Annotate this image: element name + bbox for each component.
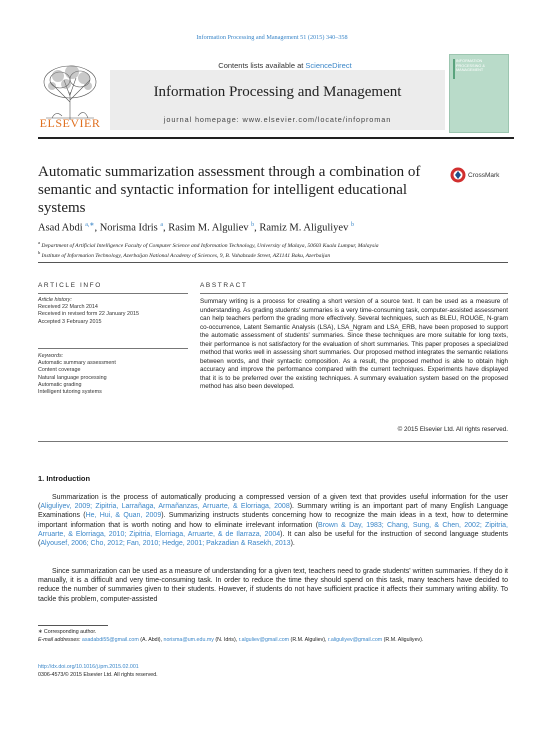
intro-paragraph-1: [38, 493, 508, 548]
abstract-text: Summary writing is a process for creating a short version of a source text. It can be used as a measure of understanding. As grading students' summaries is a very time-consuming task, computer-assisted assessment can help teachers perform the grading more effectively. Several techniques, such as BLEU, ROUGE, N-gram co-occurrence, Latent Semantic Analysis (LSA), LSA_Ngram and LSA_ERB, have been proposed to support the automatic assessment of students' summaries. Since these techniques are more suitable for long texts, their performance is not satisfactory for the evaluation of short summaries. This paper proposes a specialized method that works well in assessing short summaries. Our proposed method integrates the semantic relations between words, and their syntactic composition. As a result, the proposed method is able to obtain high accuracy and improve the performance compared with the current techniques. Experiments have displayed that it is to be preferred over the existing techniques. A summary evaluation system based on the proposed method has also been developed.: [200, 298, 508, 390]
section-heading-introduction: 1. Introduction: [38, 474, 91, 483]
article-info-heading: ARTICLE INFO: [38, 282, 102, 289]
keyword: Content coverage: [38, 367, 81, 374]
affiliation: [38, 240, 508, 249]
keyword: Automatic grading: [38, 381, 82, 388]
journal-cover-thumbnail[interactable]: [449, 54, 509, 133]
divider: [38, 293, 188, 294]
email-owner: (R.M. Aliguliyev).: [382, 637, 424, 643]
citation-link[interactable]: Alyousef, 2006; Cho, 2012; Fan, 2010; Hedge, 2001; Pakzadian & Rasekh, 2013: [40, 540, 291, 548]
citation-link[interactable]: He, Hui, & Quan, 2009: [85, 512, 162, 520]
email-owner: (N. Idris),: [213, 637, 239, 643]
keyword: Automatic summary assessment: [38, 360, 116, 367]
history-revised: Received in revised form 22 January 2015: [38, 311, 139, 318]
keywords: [38, 353, 188, 396]
intro-paragraph-2: Since summarization can be used as a measure of understanding for a given text, teachers need to grade students' written summaries. If they do it manually, it is a difficult and very time-consuming task. In order to reduce the time they should spend on this task, many teachers have decided to reduce the number of summaries given to their students. However, if students do not have sufficient practice it affects their summary writing ability. To tackle this problem, computer-assisted: [38, 568, 508, 603]
author-name[interactable]: Rasim M. Alguliev: [168, 222, 249, 234]
author-name[interactable]: Ramiz M. Aliguliyev: [259, 222, 349, 234]
issn-line: 0306-4573/© 2015 Elsevier Ltd. All rights reserved.: [38, 672, 158, 678]
email-owner: (R.M. Alguliev),: [289, 637, 328, 643]
author-list: Asad Abdi $^{a,∗}$, Norisma Idris $^a$, Rasim M. Alguliev $^b$, Ramiz M. Aliguliyev $^b$: [38, 222, 354, 234]
footnote-rule: [38, 625, 108, 626]
journal-title: Information Processing and Management: [153, 84, 402, 100]
keyword: Intelligent tutoring systems: [38, 389, 102, 396]
divider: [200, 293, 508, 294]
affiliation: [38, 250, 508, 259]
affiliation-text: Institute of Information Technology, Azerbaijan National Academy of Sciences, 9, B. Vahabzade Street, AZ1141 Baku, Azerbaijan: [41, 252, 331, 259]
divider: [38, 262, 508, 263]
affiliation-text: Department of Artificial Intelligence Faculty of Computer Science and Information Technology, University of Malaya, 50603 Kuala Lumpur, Malaysia: [41, 242, 379, 249]
divider: [38, 348, 188, 349]
doi-line: [38, 664, 508, 671]
author-marks[interactable]: b: [251, 222, 255, 228]
contents-line: [130, 61, 440, 70]
email-link[interactable]: norisma@um.edu.my: [163, 637, 214, 643]
abstract-heading: ABSTRACT: [200, 282, 248, 289]
email-link[interactable]: r.alguliev@gmail.com: [238, 637, 290, 643]
abstract-copyright: © 2015 Elsevier Ltd. All rights reserved.: [397, 426, 508, 433]
email-link[interactable]: r.aliguliyev@gmail.com: [327, 637, 383, 643]
text: ). Summarizing instructs students concerning how to recognize the main ideas in a text, how to determine important information that is worth noting and how to eliminate irrelevant information (: [38, 512, 508, 529]
article-history: [38, 297, 188, 326]
affiliation-mark: b: [38, 250, 41, 255]
text: Summarization is the process of automatically producing a compressed version of a given text that provides useful information for the user (: [38, 494, 508, 511]
email-link[interactable]: asadabdi55@gmail.com: [81, 637, 139, 643]
crossmark-badge[interactable]: [450, 165, 510, 187]
paper-title: Automatic summarization assessment through a combination of semantic and syntactic information for intelligent educational systems: [38, 164, 421, 216]
divider: [38, 441, 508, 442]
history-accepted: Accepted 3 February 2015: [38, 318, 102, 325]
doi-link[interactable]: http://dx.doi.org/10.1016/j.ipm.2015.02.001: [38, 664, 139, 670]
history-received: Received 22 March 2014: [38, 304, 98, 311]
email-label: E-mail addresses:: [38, 637, 82, 643]
citation-link[interactable]: Aliguliyev, 2009; Zipitria, Larrañaga, Armañanzas, Arruarte, & Elorriaga, 2008: [40, 503, 290, 511]
cover-title: INFORMATION PROCESSING & MANAGEMENT: [456, 59, 485, 73]
text: ). Summary writing is an important part of many English Language Examinations (: [38, 503, 508, 520]
author-name[interactable]: Asad Abdi: [38, 222, 83, 234]
footnote-corresponding: ∗ Corresponding author.: [38, 629, 97, 635]
journal-reference[interactable]: Information Processing and Management 51 (2015) 340–358: [196, 34, 348, 41]
elsevier-wordmark: ELSEVIER: [39, 116, 101, 130]
text: ). It can also be useful for the instruction of second language students (: [38, 530, 509, 548]
affiliation-mark: a: [38, 240, 40, 245]
header-rule: [38, 137, 514, 139]
author-marks[interactable]: a,∗: [85, 222, 95, 228]
homepage-link[interactable]: www.elsevier.com/locate/infoproman: [242, 115, 392, 124]
author-marks[interactable]: b: [350, 222, 354, 228]
author-marks[interactable]: a: [160, 222, 164, 228]
footnote-emails: [38, 637, 508, 644]
cover-accent: [453, 59, 455, 79]
citation-link[interactable]: Brown & Day, 1983; Chang, Sung, & Chen, 2002; Zipitria, Arruarte, & Elorriaga, 2010; Zipitria, Elorriaga, Arruarte, & de Ilarraza, 2004: [38, 521, 508, 538]
homepage-prefix: journal homepage:: [163, 115, 243, 124]
keywords-label: Keywords:: [38, 353, 64, 359]
keyword: Natural language processing: [38, 374, 107, 381]
contents-prefix: Contents lists available at: [218, 61, 306, 70]
author-name[interactable]: Norisma Idris: [99, 222, 158, 234]
journal-homepage: [110, 115, 445, 124]
crossmark-label: CrossMark: [468, 172, 500, 179]
sciencedirect-link[interactable]: ScienceDirect: [305, 61, 352, 70]
crossmark-icon: [450, 167, 466, 185]
email-owner: (A. Abdi),: [138, 637, 164, 643]
text: ).: [290, 540, 295, 548]
history-label: Article history:: [38, 297, 72, 303]
